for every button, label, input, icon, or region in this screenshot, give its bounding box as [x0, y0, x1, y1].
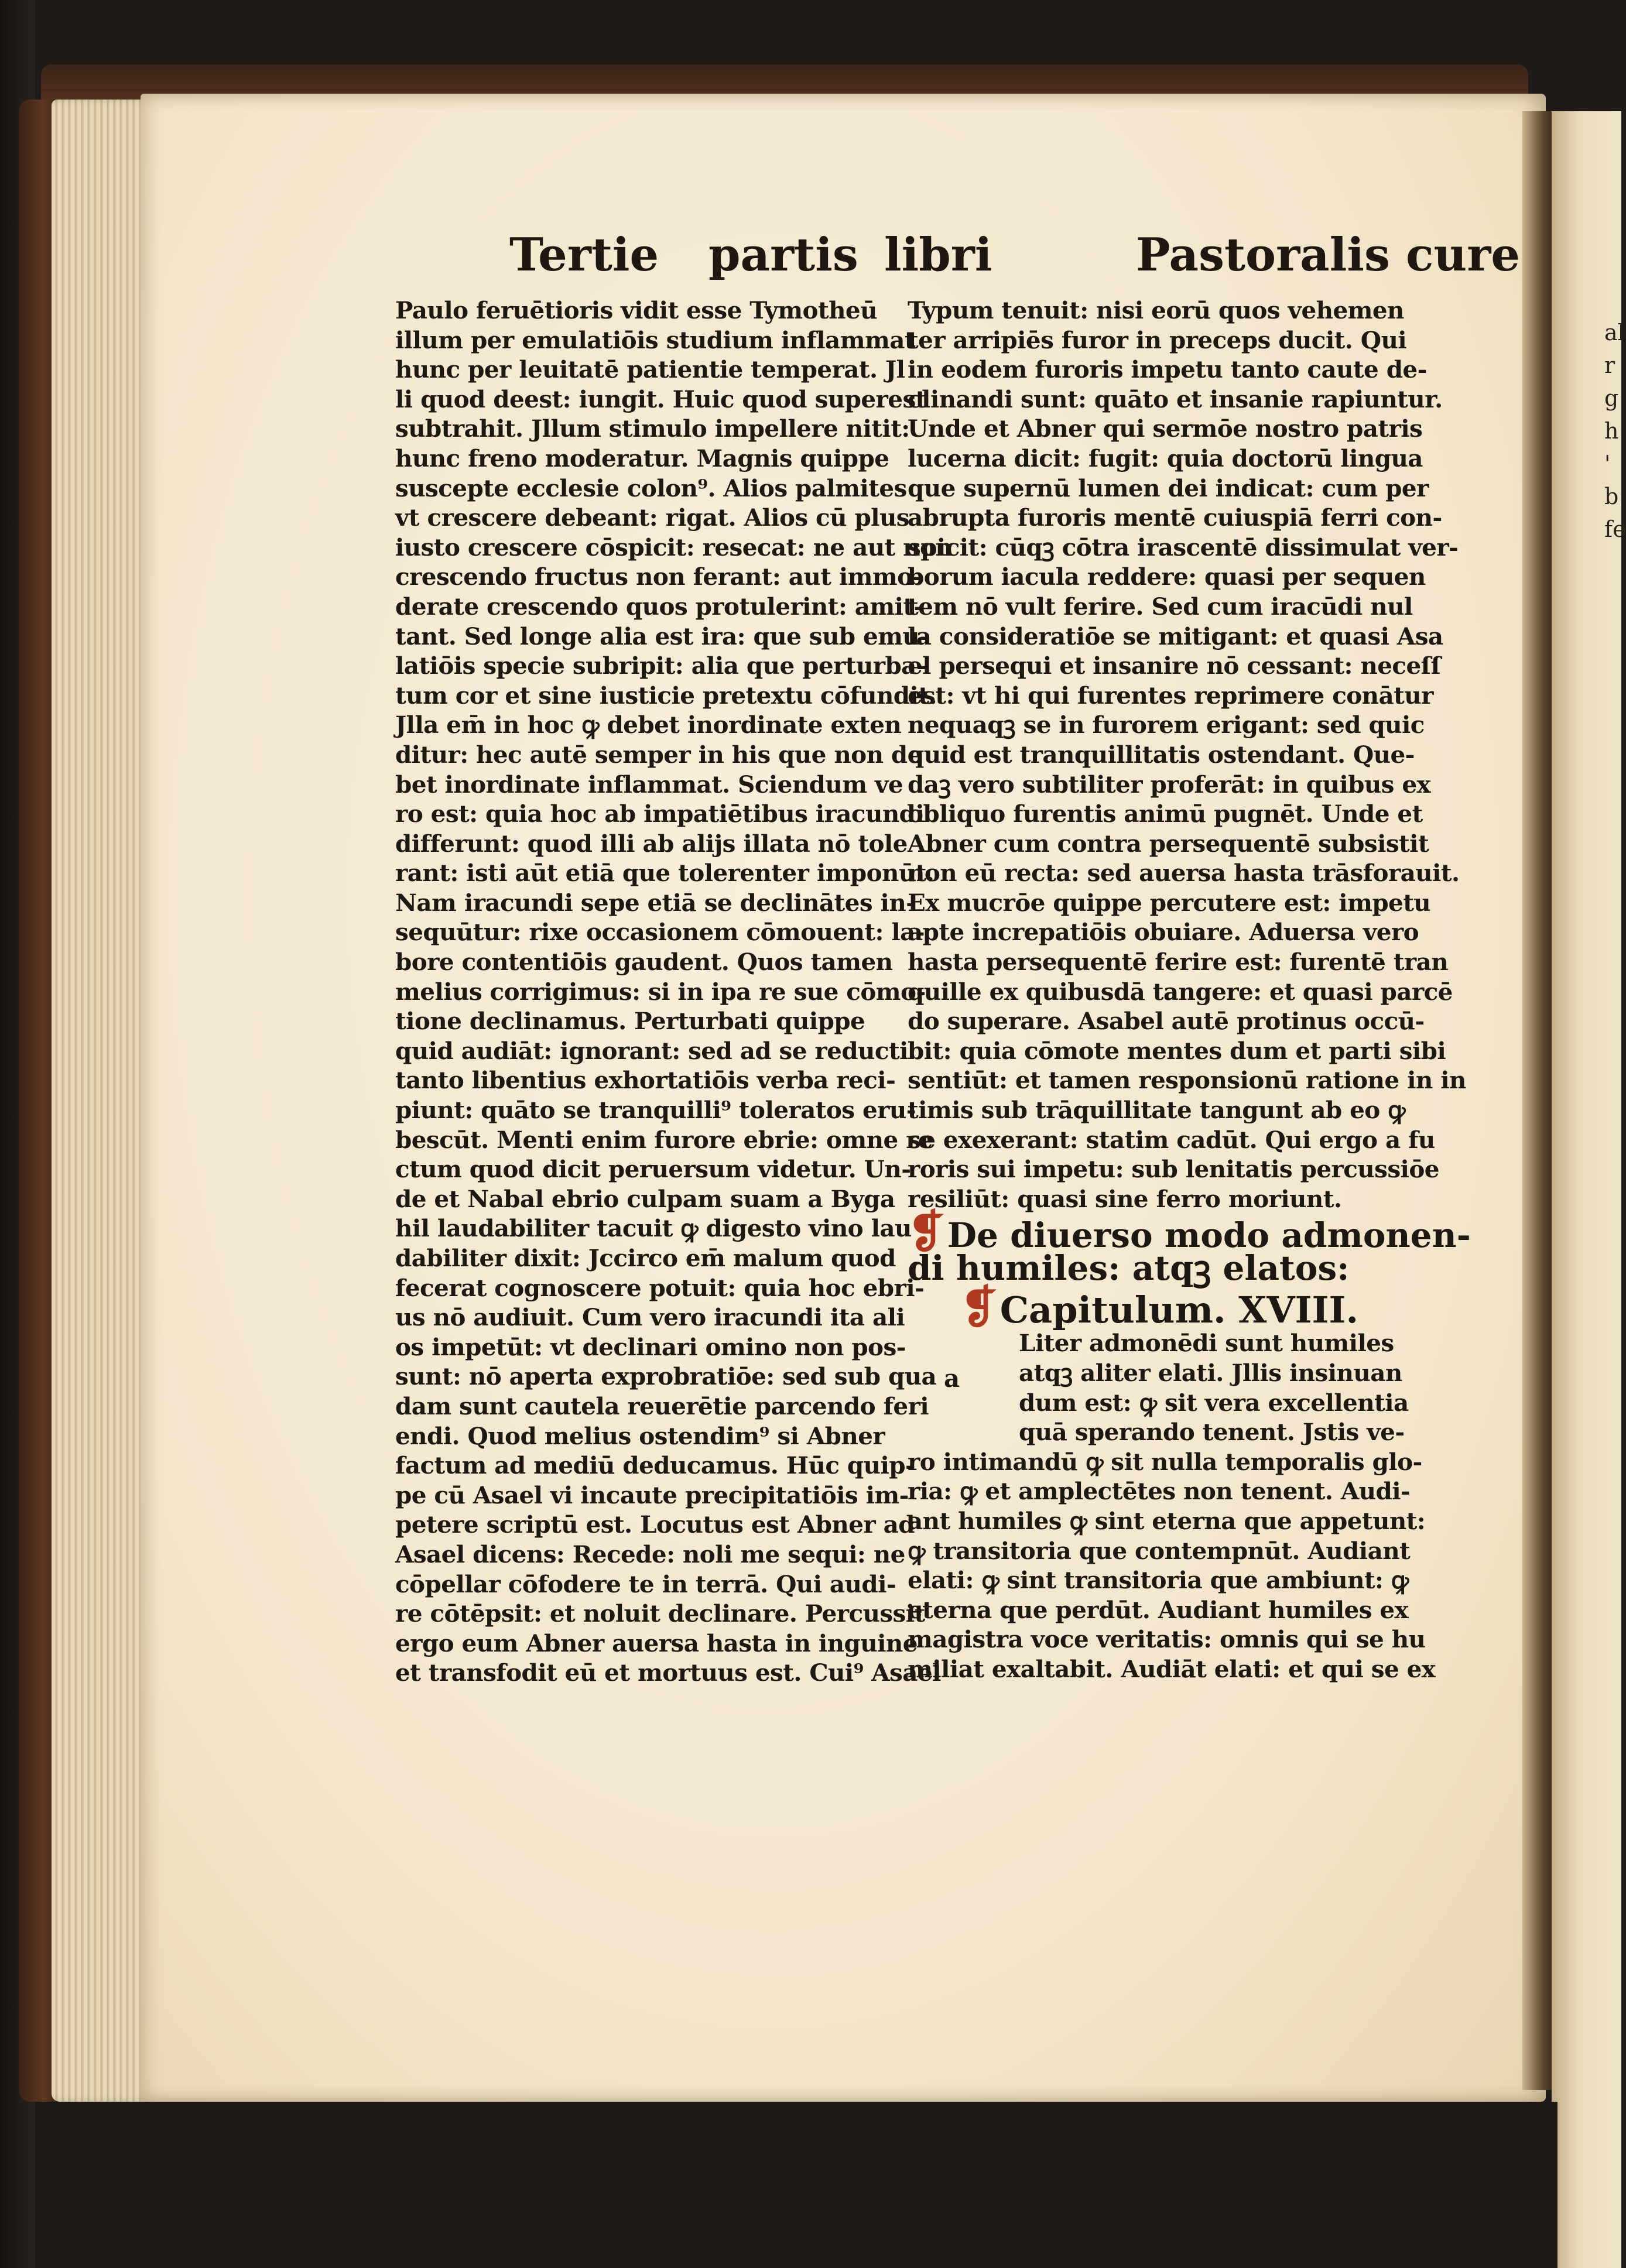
- text-line: Abner cum contra persequentē subsistit: [908, 829, 1429, 858]
- text-line: illum per emulatiōis studium inflammat: [395, 326, 915, 354]
- text-line: spicit: cūqꝫ cōtra irascentē dissimulat ver-: [908, 533, 1459, 561]
- text-line: vt crescere debeant: rigat. Alios cū plus: [395, 503, 910, 532]
- text-line: in eodem furoris impetu tanto caute de-: [908, 355, 1427, 384]
- facing-page-fragment: r: [1604, 352, 1615, 378]
- facing-page-fragment: al: [1604, 320, 1625, 345]
- text-line: la consideratiōe se mitigant: et quasi Asa: [908, 622, 1443, 650]
- text-line: abrupta furoris mentē cuiuspiā ferri con-: [908, 503, 1442, 532]
- running-head: [509, 228, 1520, 293]
- running-head-word: Tertie: [509, 228, 659, 282]
- text-line: quille ex quibusdā tangere: et quasi parcē: [908, 977, 1453, 1006]
- text-line: ro est: quia hoc ab impatiētibus iracundi: [395, 800, 925, 828]
- facing-page-fragment: b: [1604, 484, 1619, 509]
- text-line: quid audiāt: ignorant: sed ad se reducti: [395, 1036, 908, 1065]
- text-line: crescendo fructus non ferant: aut immo-: [395, 563, 922, 591]
- text-line: roris sui impetu: sub lenitatis percussiōe: [908, 1155, 1439, 1184]
- text-line: bescūt. Menti enim furore ebrie: omne re: [395, 1125, 933, 1154]
- text-line: sequūtur: rixe occasionem cōmouent: la-: [395, 918, 925, 947]
- text-line: elati: ꝙ sint transitoria que ambiunt: ꝙ: [908, 1566, 1409, 1595]
- text-line: atqꝫ aliter elati. Jllis insinuan: [1019, 1359, 1402, 1387]
- text-line: melius corrigimus: si in ipa re sue cōmo-: [395, 977, 926, 1006]
- facing-page-fragment: h: [1604, 418, 1619, 444]
- text-line: tant. Sed longe alia est ira: que sub emu-: [395, 622, 929, 650]
- text-line: fecerat cognoscere potuit: quia hoc ebri-: [395, 1273, 925, 1302]
- text-line: derate crescendo quos protulerint: amit-: [395, 592, 923, 621]
- text-line: dum est: ꝙ sit vera excellentia: [1019, 1388, 1409, 1417]
- running-head-word: libri: [884, 228, 992, 282]
- text-line: timis sub trāquillitate tangunt ab eo ꝙ: [908, 1096, 1405, 1125]
- text-line: dam sunt cautela reuerētie parcendo feri: [395, 1392, 929, 1420]
- guide-letter: a: [944, 1364, 960, 1393]
- text-line: tem nō vult ferire. Sed cum iracūdi nul: [908, 592, 1413, 621]
- text-line: factum ad mediū deducamus. Hūc quip-: [395, 1451, 915, 1480]
- text-line: et transfodit eū et mortuus est. Cui⁹ Asael: [395, 1659, 941, 1687]
- text-line: re cōtēpsit: et noluit declinare. Percussit: [395, 1599, 925, 1628]
- text-line: sunt: nō aperta exprobratiōe: sed sub qua: [395, 1362, 937, 1391]
- text-line: tione declinamus. Perturbati quippe: [395, 1007, 865, 1036]
- text-line: ro intimandū ꝙ sit nulla temporalis glo-: [908, 1447, 1422, 1476]
- text-line: ꝙ transitoria que contempnūt. Audiant: [908, 1536, 1411, 1565]
- text-line: eterna que perdūt. Audiant humiles ex: [908, 1595, 1409, 1624]
- chapter-heading-line: di humiles: atqꝫ elatos:: [908, 1248, 1350, 1289]
- text-line: Ex mucrōe quippe percutere est: impetu: [908, 888, 1431, 917]
- facing-page-fragment: g: [1604, 385, 1619, 411]
- running-head-word: partis: [708, 228, 858, 282]
- text-line: apte increpatiōis obuiare. Aduersa vero: [908, 918, 1419, 947]
- text-line: ant humiles ꝙ sint eterna que appetunt:: [908, 1506, 1426, 1535]
- facing-page-fragment: ': [1604, 451, 1611, 477]
- text-line: ditur: hec autē semper in his que non de: [395, 740, 922, 769]
- text-line: subtrahit. Jllum stimulo impellere nitit:: [395, 414, 910, 443]
- text-line: piunt: quāto se tranquilli⁹ toleratos eru-: [395, 1096, 916, 1125]
- text-line: iusto crescere cōspicit: resecat: ne aut non: [395, 533, 953, 561]
- text-line: sentiūt: et tamen responsionū ratione in in: [908, 1066, 1466, 1095]
- text-line: Typum tenuit: nisi eorū quos vehemen: [908, 296, 1404, 324]
- text-line: se exexerant: statim cadūt. Qui ergo a fu: [908, 1125, 1435, 1154]
- text-line: petere scriptū est. Locutus est Abner ad: [395, 1510, 915, 1539]
- text-line: bit: quia cōmote mentes dum et parti sibi: [908, 1036, 1446, 1065]
- rubricated-initial: ❡: [908, 1205, 945, 1258]
- text-line: Paulo feruētioris vidit esse Tymotheū: [395, 296, 877, 324]
- text-line: tanto libentius exhortatiōis verba reci-: [395, 1066, 896, 1095]
- text-line: do superare. Asabel autē protinus occū-: [908, 1007, 1425, 1036]
- text-line: el persequi et insanire nō cessant: neceſſ: [908, 652, 1441, 680]
- text-line: li quod deest: iungit. Huic quod superest: [395, 385, 926, 413]
- running-head-word: Pastoralis cure: [1136, 228, 1520, 282]
- chapter-heading: [908, 1205, 1471, 1334]
- rubricated-initial: ❡: [960, 1281, 998, 1334]
- text-line: ter arripiēs furor in preceps ducit. Qui: [908, 326, 1407, 354]
- text-line: que supernū lumen dei indicat: cum per: [908, 474, 1429, 502]
- text-line: tum cor et sine iusticie pretextu cōfundit.: [395, 681, 937, 710]
- text-line: non eū recta: sed auersa hasta trāsforauit.: [908, 859, 1460, 888]
- text-line: magistra voce veritatis: omnis qui se hu: [908, 1625, 1426, 1654]
- backdrop-bottom: [35, 2102, 1557, 2268]
- chapter-body: [908, 1447, 1436, 1684]
- text-column-right: [908, 296, 1471, 1684]
- text-line: ria: ꝙ et amplectētes non tenent. Audi-: [908, 1477, 1411, 1506]
- text-line: nequaqꝫ se in furorem erigant: sed quic: [908, 711, 1425, 739]
- text-line: cōpellar cōfodere te in terrā. Qui audi-: [395, 1570, 896, 1598]
- text-line: bet inordinate inflammat. Sciendum ve: [395, 770, 903, 799]
- text-line: est: vt hi qui furentes reprimere conātur: [908, 681, 1433, 710]
- facing-page-text: [1604, 316, 1626, 546]
- text-line: Liter admonēdi sunt humiles: [1019, 1329, 1394, 1358]
- page-edges: [52, 100, 151, 2102]
- text-line: dabiliter dixit: Jccirco em̄ malum quod: [395, 1244, 896, 1272]
- text-line: suscepte ecclesie colon⁹. Alios palmites: [395, 474, 907, 502]
- text-line: endi. Quod melius ostendim⁹ si Abner: [395, 1421, 885, 1450]
- text-line: ctum quod dicit peruersum videtur. Un-: [395, 1155, 911, 1184]
- text-line: daꝫ vero subtiliter proferāt: in quibus ex: [908, 770, 1431, 799]
- text-line: quid est tranquillitatis ostendant. Que-: [908, 740, 1415, 769]
- chapter-opening: [908, 1328, 1409, 1447]
- text-line: clinandi sunt: quāto et insanie rapiuntur.: [908, 385, 1443, 413]
- text-column-left: [395, 296, 953, 1688]
- text-line: hasta persequentē ferire est: furentē tran: [908, 948, 1449, 977]
- text-line: pe cū Asael vi incaute precipitatiōis im-: [395, 1481, 909, 1509]
- facing-page-fragment: fe: [1604, 516, 1626, 542]
- text-line: ergo eum Abner auersa hasta in inguine: [395, 1629, 918, 1657]
- text-line: rant: isti aūt etiā que tolerenter imponūt.: [395, 859, 934, 888]
- text-line: Jlla em̄ in hoc ꝙ debet inordinate exten: [395, 711, 902, 739]
- text-line: Asael dicens: Recede: noli me sequi: ne: [395, 1540, 905, 1568]
- text-line: Nam iracundi sepe etiā se declinātes in-: [395, 888, 916, 917]
- text-line: quā sperando tenent. Jstis ve-: [1019, 1418, 1405, 1447]
- text-line: differunt: quod illi ab alijs illata nō tole: [395, 829, 908, 858]
- text-line: de et Nabal ebrio culpam suam a Byga: [395, 1184, 895, 1213]
- text-line: bore contentiōis gaudent. Quos tamen: [395, 948, 893, 977]
- text-line: lucerna dicit: fugit: quia doctorū lingua: [908, 444, 1423, 472]
- text-line: resiliūt: quasi sine ferro moriunt.: [908, 1184, 1342, 1213]
- text-line: Unde et Abner qui sermōe nostro patris: [908, 414, 1423, 443]
- chapter-label: ❡Capitulum. XVIII.: [960, 1281, 1359, 1334]
- text-line: us nō audiuit. Cum vero iracundi ita ali: [395, 1303, 905, 1332]
- text-line: borum iacula reddere: quasi per sequen: [908, 563, 1426, 591]
- text-line: miliat exaltabit. Audiāt elati: et qui se ex: [908, 1654, 1436, 1683]
- right-column-body: [908, 296, 1466, 1214]
- text-line: obliquo furentis animū pugnēt. Unde et: [908, 800, 1423, 828]
- text-line: latiōis specie subripit: alia que perturba-: [395, 652, 926, 680]
- text-line: hil laudabiliter tacuit ꝙ digesto vino lau: [395, 1214, 912, 1243]
- text-line: hunc freno moderatur. Magnis quippe: [395, 444, 889, 472]
- text-line: hunc per leuitatē patientie temperat. Jl: [395, 355, 905, 384]
- text-line: os impetūt: vt declinari omino non pos-: [395, 1332, 906, 1361]
- chapter-heading-line: ❡De diuerso modo admonen-: [908, 1205, 1471, 1258]
